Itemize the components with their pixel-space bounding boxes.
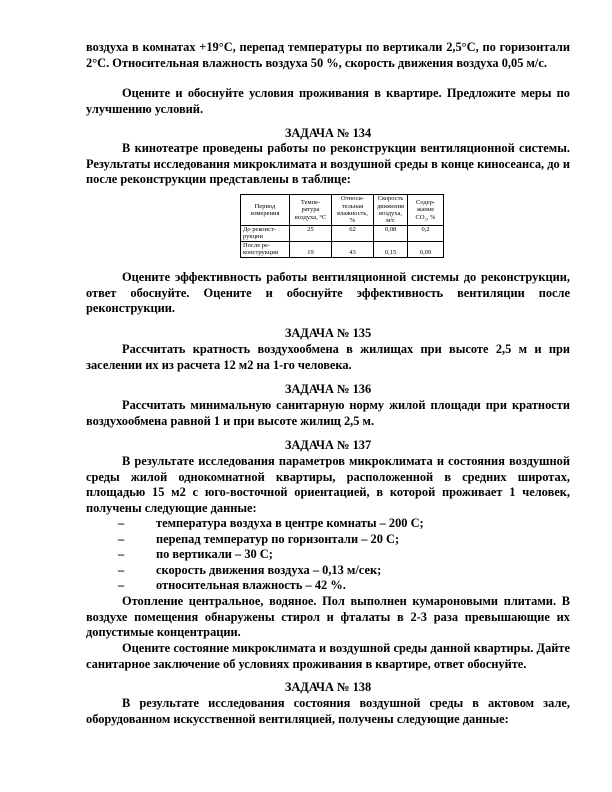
list-marker: – bbox=[118, 516, 125, 530]
table-row bbox=[241, 241, 444, 257]
task-134-question: Оцените эффективность работы вентиляционной системы до реконструкции, ответ обоснуйте. Оцените и обоснуйте эффективность вентиляции после реконструкции. bbox=[86, 270, 570, 316]
table-row bbox=[241, 226, 444, 242]
table-header-cell: Период измерения bbox=[241, 195, 290, 226]
task-134-text: В кинотеатре проведены работы по реконструкции вентиляционной системы. Результаты исследования микроклимата и воздушной среды в конце киносеанса, до и после реконструкции представлены в таблице: bbox=[86, 141, 570, 187]
table-cell-temp: 25 bbox=[290, 226, 332, 242]
task-138-heading: ЗАДАЧА № 138 bbox=[284, 680, 372, 694]
task-136-heading: ЗАДАЧА № 136 bbox=[284, 382, 372, 396]
table-header-cell: Содер-жание СО₂, % bbox=[408, 195, 444, 226]
list-item: – перепад температур по горизонтали – 20 С; bbox=[118, 531, 400, 546]
intro-text: воздуха в комнатах +19°С, перепад температуры по вертикали 2,5°С, по горизонтали 2°С. Относительная влажность воздуха 50 %, скорость движения воздуха 0,05 м/с. bbox=[86, 40, 570, 70]
table-header-row bbox=[241, 195, 444, 226]
table-cell-speed: 0,15 bbox=[374, 241, 408, 257]
task-138-text: В результате исследования состояния воздушной среды в актовом зале, оборудованном искусственной вентиляцией, получены следующие данные: bbox=[86, 696, 570, 726]
task-134-heading: ЗАДАЧА № 134 bbox=[284, 126, 372, 140]
list-marker: – bbox=[118, 562, 125, 577]
list-item: – температура воздуха в центре комнаты – 200 С; bbox=[118, 516, 424, 530]
task-136-text: Рассчитать минимальную санитарную норму жилой площади при кратности воздухообмена равной 1 и при высоте жилищ 2,5 м. bbox=[86, 398, 570, 428]
table-cell-temp: 19 bbox=[290, 241, 332, 257]
table-cell-co2: 0,2 bbox=[408, 226, 444, 242]
task-135-text: Рассчитать кратность воздухообмена в жилищах при высоте 2,5 м и при заселении их из расчета 12 м2 на 1-го человека. bbox=[86, 342, 570, 372]
list-marker: – bbox=[118, 578, 125, 593]
table-cell-humidity: 43 bbox=[332, 241, 374, 257]
task-137-data-list bbox=[86, 516, 570, 594]
list-item: – скорость движения воздуха – 0,13 м/сек; bbox=[118, 562, 382, 577]
table-cell-period: После ре-конструкции bbox=[241, 241, 290, 257]
list-marker: – bbox=[118, 547, 125, 562]
list-item: – по вертикали – 30 С; bbox=[118, 547, 273, 562]
table-cell-humidity: 62 bbox=[332, 226, 374, 242]
list-marker: – bbox=[118, 531, 125, 546]
list-item: – относительная влажность – 42 %. bbox=[118, 578, 346, 593]
task-135-heading: ЗАДАЧА № 135 bbox=[284, 326, 372, 340]
table-cell-speed: 0,08 bbox=[374, 226, 408, 242]
microclimate-table bbox=[240, 194, 444, 258]
table-header-cell: Относи-тельная влажность, % bbox=[332, 195, 374, 226]
table-header-cell: Скорость движения воздуха, м/с bbox=[374, 195, 408, 226]
task-137-text: В результате исследования параметров микроклимата и состояния воздушной среды жилой однокомнатной квартиры, расположенной в средних широтах, площадью 15 м2 с юго-восточной ориентацией, в которой проживает 1 человек, получены следующие данные: bbox=[86, 454, 570, 515]
task-137-heading: ЗАДАЧА № 137 bbox=[284, 438, 372, 452]
intro-question: Оцените и обоснуйте условия проживания в квартире. Предложите меры по улучшению условий. bbox=[86, 86, 570, 116]
task-137-question: Оцените состояние микроклимата и воздушной среды данной квартиры. Дайте санитарное заключение об условиях проживания в квартире, ответ обоснуйте. bbox=[86, 641, 570, 671]
table-cell-period: До реконст-рукции bbox=[241, 226, 290, 242]
table-cell-co2: 0,09 bbox=[408, 241, 444, 257]
task-137-text-2: Отопление центральное, водяное. Пол выполнен кумароновыми плитами. В воздухе помещения обнаружены стирол и фталаты в 2-3 раза превышающие их допустимые концентрации. bbox=[86, 594, 570, 640]
table-header-cell: Темпе-ратура воздуха, °С bbox=[290, 195, 332, 226]
